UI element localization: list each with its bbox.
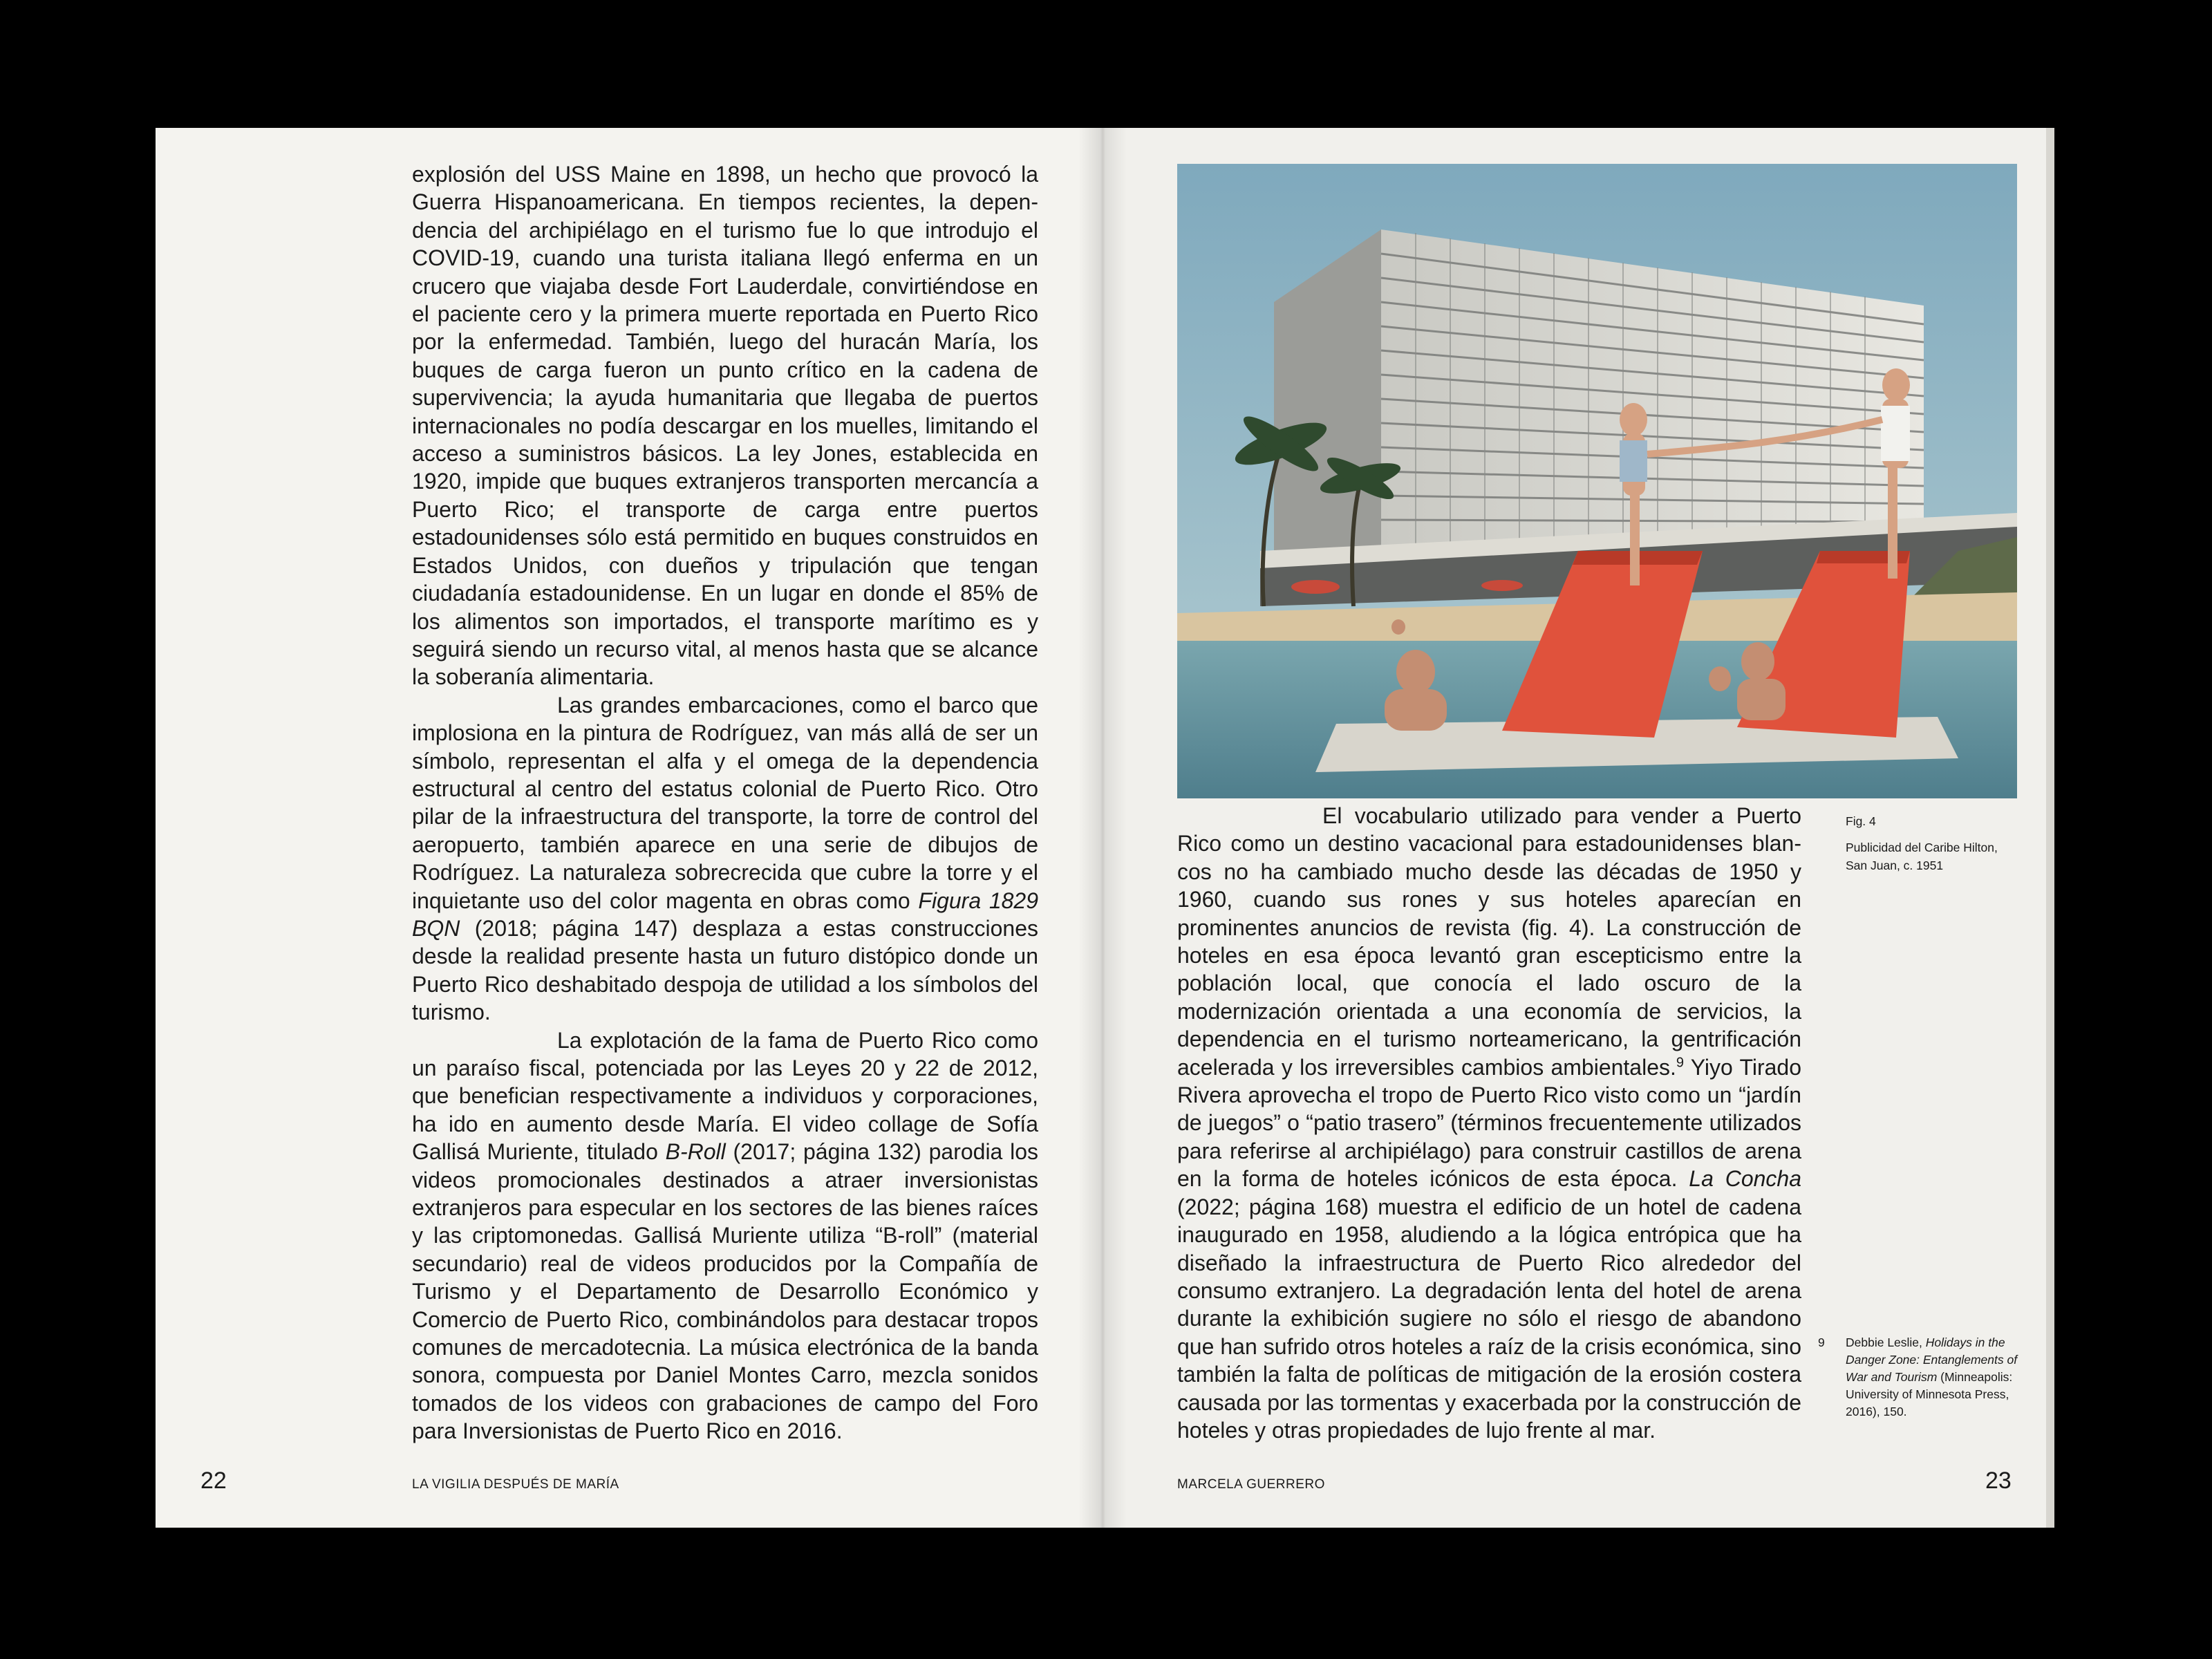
page-number-left: 22: [200, 1468, 227, 1494]
figure-hotel-photo: [1177, 164, 2017, 798]
text-run: implosiona en la pintura de Rodríguez, van más allá de ser un símbolo, representan el alfa y el omega de la dependencia estructural al centro del estatus colonial de Puerto Rico. Otro pilar de la infraestructura del transporte, la torre de control del aeropuerto, también aparece en una serie de dibujos de Rodríguez. La naturaleza sobrecrecida que cubre la torre y el inquietante uso del color magenta en obras como: [412, 720, 1038, 913]
text-run: (2022; página 168) muestra el edificio de un hotel de cadena inaugurado en 1958, aludiendo a la lógica entrópica que ha diseñado la infraestructura de Puerto Rico alrededor del consumo extranjero. La degradación lenta del hotel de arena durante la exhibición sugiere no sólo el riesgo de abandono que han sufrido otros hoteles a raíz de la crisis económica, sino también la falta de políticas de mitigación de la erosión costera causada por las tormentas y exacerbada por la construcción de hoteles y otras propiedades de lujo frente al mar.: [1177, 1194, 1801, 1443]
left-body-text: [412, 160, 1038, 1445]
artwork-title: La Concha: [1689, 1166, 1802, 1192]
paragraph: [412, 1027, 1038, 1445]
right-body-text: [1177, 802, 1801, 1444]
text-run: Yiyo Tirado Rivera aprovecha el tropo de Puerto Rico visto como un “jardín de juegos” o “patio trasero” (términos frecuentemente utilizados para referirse al archipiélago) para construir castillos de arena en la forma de hoteles icónicos de esta época.: [1177, 1054, 1802, 1192]
text-run: (2017; página 132) parodia los videos promocionales destinados a atraer inversionistas extranjeros para especular en los sectores de las bienes raíces y las criptomonedas. Gallisá Muriente utiliza “B-roll” (material secundario) real de videos producidos por la Compañía de Turismo y el Departamento de Desarrollo Económico y Comercio de Puerto Rico, combinándolos para destacar tropos comunes de mercadotecnia. La música electrónica de la banda sonora, compuesta por Daniel Montes Carro, mezcla sonidos tomados de los videos con grabaciones de campo del Foro para Inversionistas de Puerto Rico en 2016.: [412, 1139, 1039, 1444]
footnote-reference: 9: [1676, 1055, 1685, 1070]
paragraph: [412, 691, 1038, 1027]
artwork-title: Figura 1829 BQN: [412, 888, 1039, 941]
artwork-title: B-Roll: [665, 1139, 726, 1165]
footnote-book-title: Holidays in the Danger Zone: Entanglements of War and Tourism: [1846, 1335, 2018, 1384]
footnote-author: Debbie Leslie,: [1846, 1335, 1926, 1349]
text-run: El vocabulario utilizado para vender a Puerto Rico como un destino vacacional para estadounidenses blancos no ha cambiado mucho desde las décadas de 1950 y 1960, cuando sus rones y sus hoteles aparecían en prominentes anuncios de revista (fig. 4). La construcción de hoteles en esa época levantó gran escepticismo entre la población local, que conocía el lado oscuro de la modernización orientada a una economía de servicios, la dependencia en el turismo norteamericano, la gentrificación acelerada y los irreversibles cambios ambientales.: [1177, 803, 1801, 1080]
footnote-number: 9: [1818, 1335, 1825, 1349]
caption-label: Fig. 4: [1846, 814, 1876, 828]
page-edge: [2046, 128, 2054, 1528]
footnote-text: [1846, 1334, 2018, 1421]
paragraph: explosión del USS Maine en 1898, un hecho que provocó la Guerra Hispanoamericana. En tiempos recientes, la dependencia del archipiélago en el turismo fue lo que introdujo el COVID-19, cuando una turista italiana llegó enferma en un crucero que viajaba desde Fort Lauderdale, convirtiéndose en el paciente cero y la primera muerte reportada en Puerto Rico por la enfermedad. También, luego del huracán María, los buques de carga fueron un punto crítico en la cadena de supervivencia; la ayuda humanitaria que llegaba de puertos internacionales no podía descargar en los muelles, limitando el acceso a suministros básicos. La ley Jones, establecida en 1920, impide que buques extranjeros transporten mercancía a Puerto Rico; el transporte de carga entre puertos estadounidenses sólo está permitido en buques construidos en Estados Unidos, con dueños y tripulación que tengan ciudadanía estadounidense. En un lugar en donde el 85% de los alimentos son importados, el transporte marítimo es y seguirá siendo un recurso vital, al menos hasta que se alcance la soberanía alimentaria.: [412, 162, 1038, 690]
text-run: La explotación de la fama de Puerto Rico como un paraíso fiscal, potenciada por las Leyes 20 y 22 de 2012, que benefician respectivamente a individuos y corporaciones, ha ido en aumento desde María. El video collage de Sofía Gallisá Muriente, titulado: [412, 1027, 1038, 1165]
caption-text: Publicidad del Caribe Hilton, San Juan, c. 1951: [1846, 841, 1998, 872]
running-head-right: MARCELA GUERRERO: [1177, 1477, 1325, 1492]
page-number-right: 23: [1985, 1468, 2012, 1494]
footnote-publication: (Minneapolis: University of Minnesota Press, 2016), 150.: [1846, 1370, 2013, 1418]
book-gutter: [1078, 128, 1127, 1528]
text-run: (2018; página 147) desplaza a estas construcciones desde la realidad presente hasta un futuro distópico donde un Puerto Rico deshabitado despoja de utilidad a los símbolos del turismo.: [412, 915, 1038, 1025]
running-head-left: LA VIGILIA DESPUÉS DE MARÍA: [412, 1477, 619, 1492]
figure-caption: [1846, 812, 2012, 874]
text-run: Las grandes embarcaciones, como el barco que: [557, 692, 1038, 718]
paragraph: [1177, 802, 1801, 1444]
hotel-advertisement-illustration: [1177, 164, 2017, 798]
